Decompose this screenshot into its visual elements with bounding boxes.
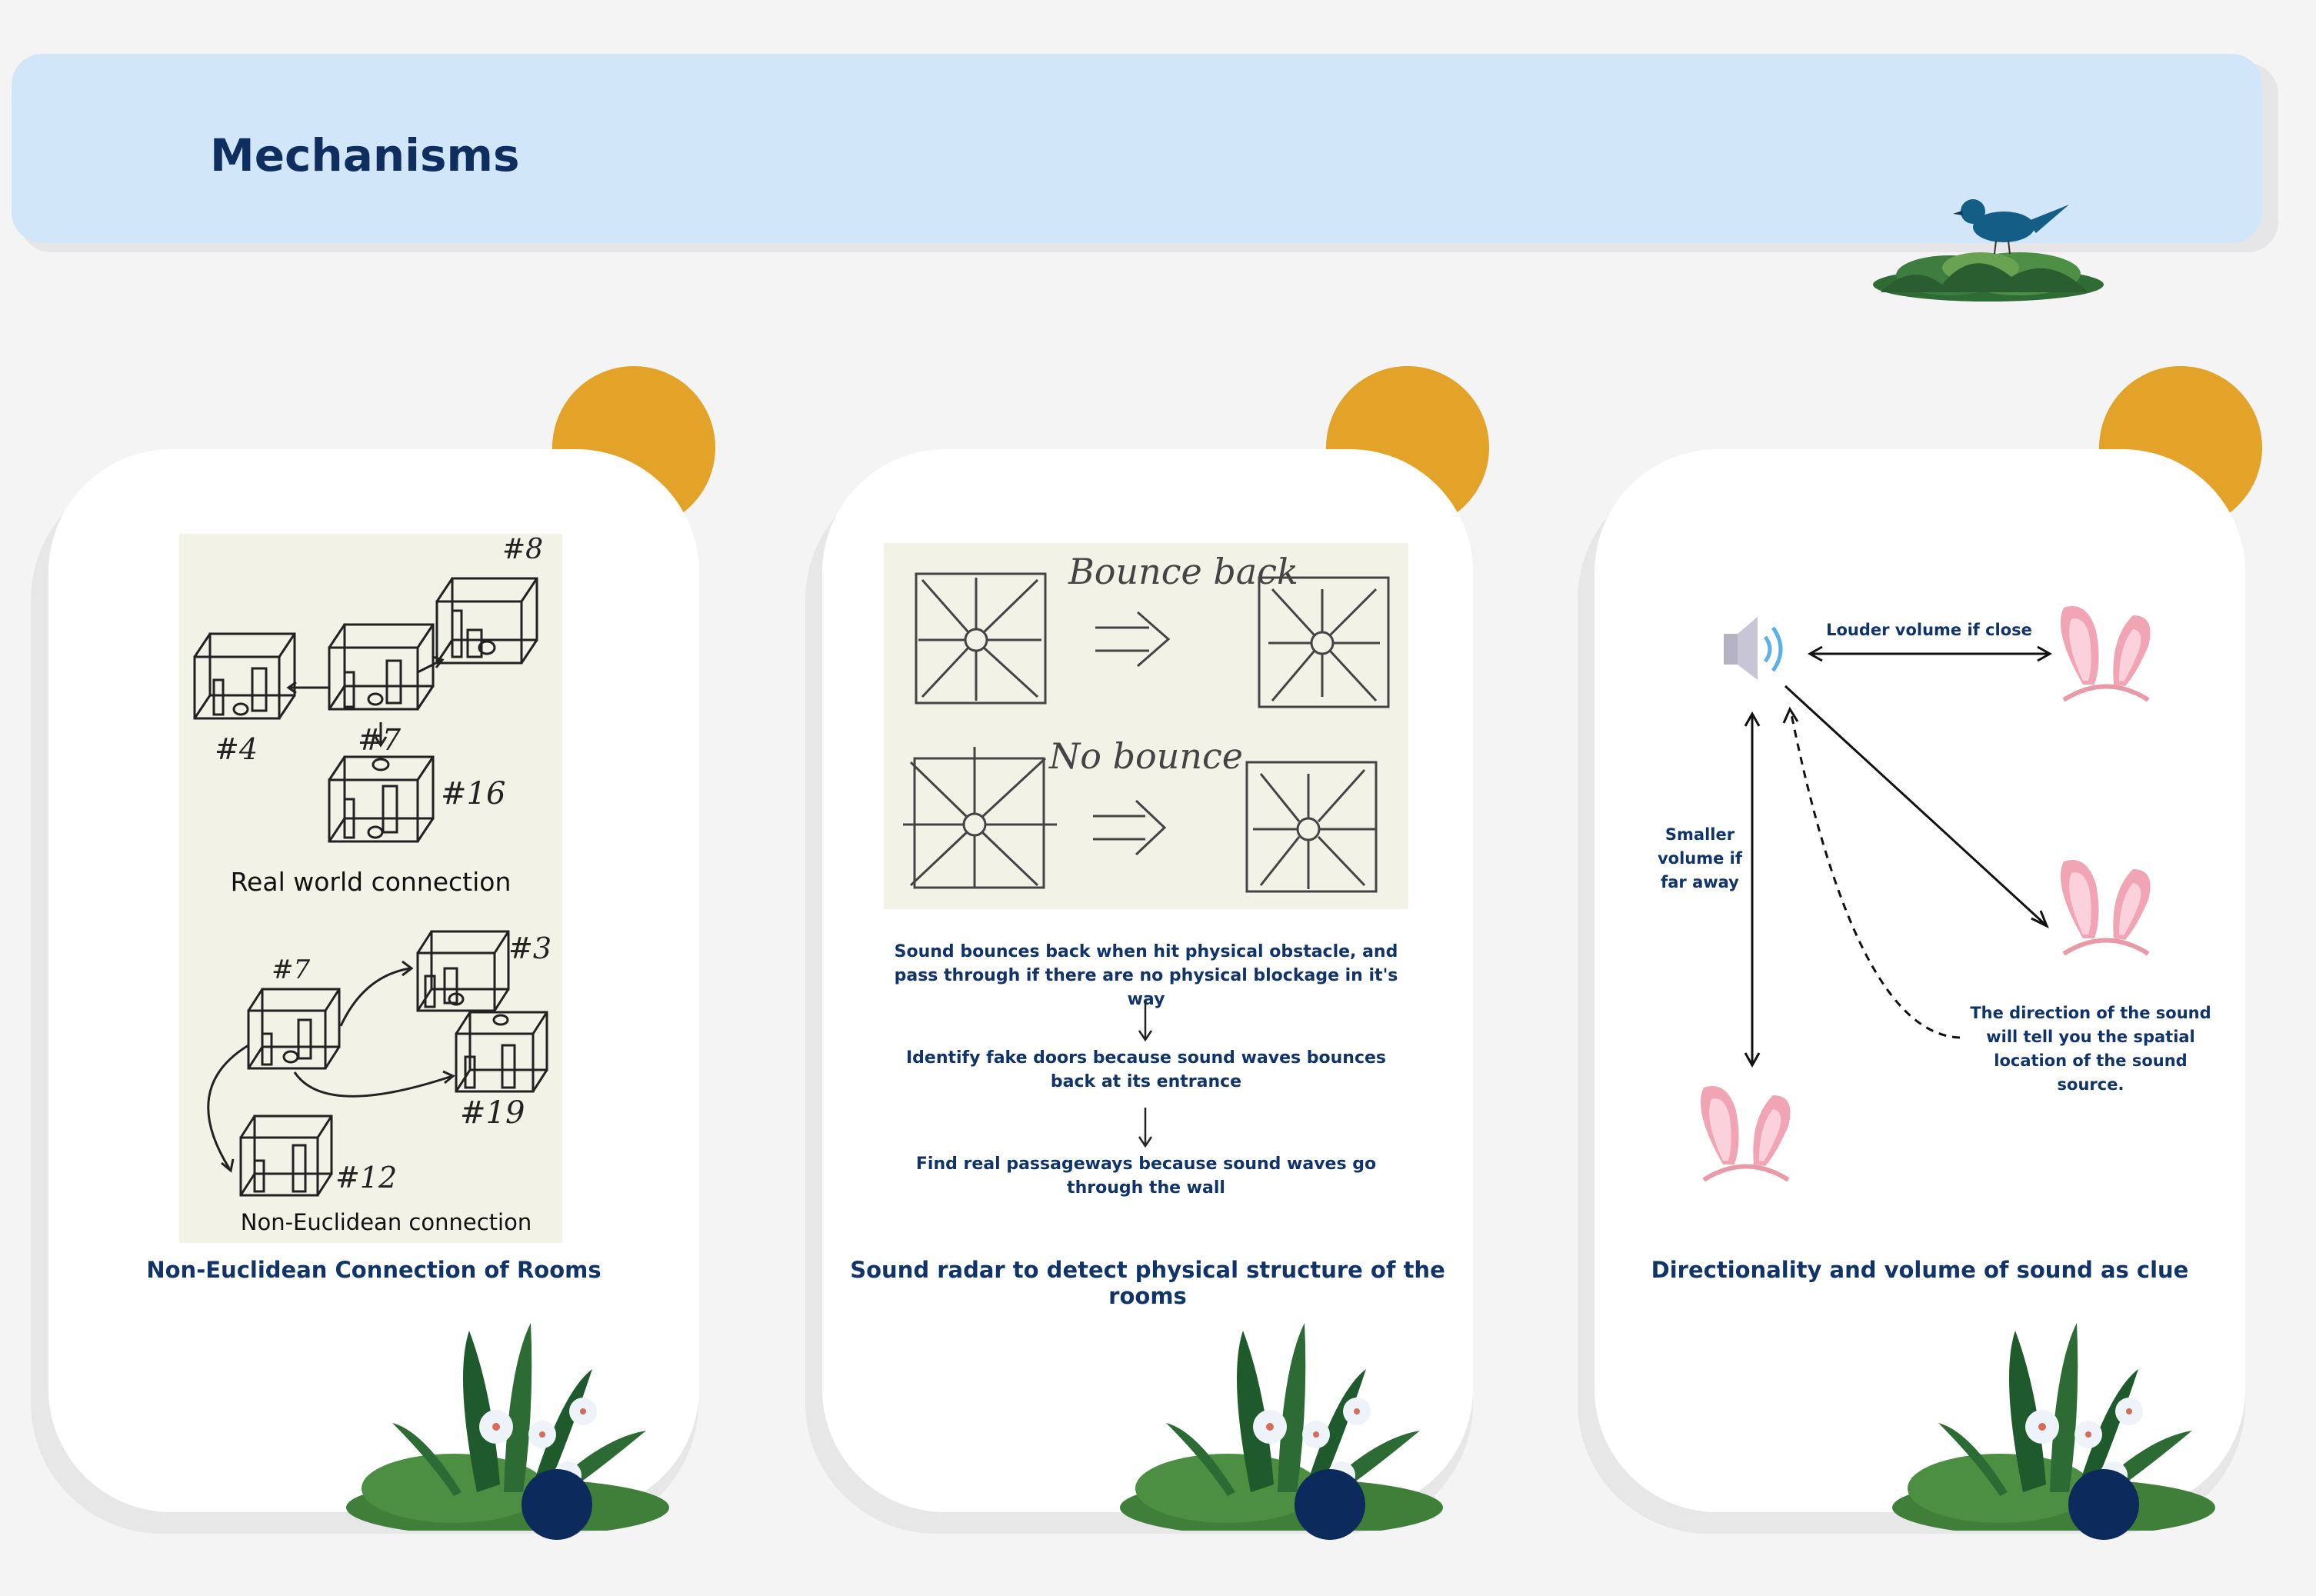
room-label: #7 bbox=[272, 955, 311, 985]
navy-dot bbox=[2068, 1469, 2139, 1540]
radar-diagram bbox=[884, 543, 1408, 909]
room-box-n3 bbox=[418, 931, 508, 1011]
nobounce-right-square bbox=[1247, 762, 1376, 891]
room-label: #4 bbox=[215, 732, 258, 766]
navy-dot bbox=[522, 1469, 592, 1540]
step-text: Sound bounces back when hit physical obstacle, and pass through if there are no physical blockage in it's way bbox=[894, 942, 1398, 1009]
radar-diagram-panel bbox=[884, 543, 1408, 909]
card-caption-1: Non-Euclidean Connection of Rooms bbox=[146, 1257, 601, 1283]
louder-label: Louder volume if close bbox=[1826, 621, 2032, 639]
flower-bush-illustration bbox=[338, 1300, 677, 1531]
non-euclidean-label: Non-Euclidean connection bbox=[240, 1209, 532, 1235]
room-box-n12 bbox=[241, 1116, 332, 1195]
bounce-back-label: Bounce back bbox=[1068, 551, 1298, 592]
bounce-arrow bbox=[1095, 612, 1168, 666]
bounce-right-square bbox=[1259, 578, 1388, 707]
bird-bush-illustration bbox=[1858, 131, 2119, 308]
real-world-label: Real world connection bbox=[230, 867, 512, 897]
direction-label: The direction of the sound will tell you the spatial location of the sound source. bbox=[1970, 1004, 2211, 1094]
step-text: Identify fake doors because sound waves bounces back at its entrance bbox=[905, 1048, 1387, 1091]
bounce-left-square bbox=[916, 574, 1045, 703]
card-caption-3: Directionality and volume of sound as clue bbox=[1651, 1257, 2189, 1283]
bunny-ears-icon bbox=[2061, 606, 2151, 700]
room-label: #3 bbox=[508, 931, 552, 965]
room-label: #12 bbox=[335, 1161, 398, 1195]
card-caption-2: Sound radar to detect physical structure of the rooms bbox=[850, 1257, 1445, 1309]
navy-dot bbox=[1295, 1469, 1365, 1540]
room-label: #7 bbox=[358, 723, 402, 757]
room-box-n19 bbox=[456, 1012, 547, 1091]
speaker-icon bbox=[1724, 617, 1781, 680]
down-arrow bbox=[1136, 1106, 1155, 1149]
bunny-ears-icon bbox=[2061, 860, 2151, 954]
room-box-4 bbox=[195, 634, 295, 718]
flower-bush-illustration bbox=[1884, 1300, 2223, 1531]
no-bounce-label: No bounce bbox=[1049, 735, 1243, 777]
room-box-16 bbox=[329, 757, 433, 841]
room-label: #16 bbox=[441, 776, 506, 811]
flower-bush-illustration bbox=[1112, 1300, 1451, 1531]
smaller-label: Smaller volume if far away bbox=[1657, 825, 1743, 891]
nobounce-left-square bbox=[903, 747, 1057, 888]
room-label: #8 bbox=[502, 534, 544, 565]
room-box-8 bbox=[437, 578, 537, 663]
room-box-n7 bbox=[248, 989, 339, 1068]
bunny-ears-icon bbox=[1701, 1086, 1791, 1180]
step-text: Find real passageways because sound waves go through the wall bbox=[915, 1155, 1377, 1198]
page-title: Mechanisms bbox=[210, 129, 520, 182]
down-arrow bbox=[1136, 1000, 1155, 1043]
room-box-7 bbox=[329, 625, 433, 709]
rooms-diagram-panel bbox=[179, 534, 562, 1243]
nobounce-arrow bbox=[1093, 801, 1165, 855]
room-label: #19 bbox=[460, 1095, 525, 1131]
